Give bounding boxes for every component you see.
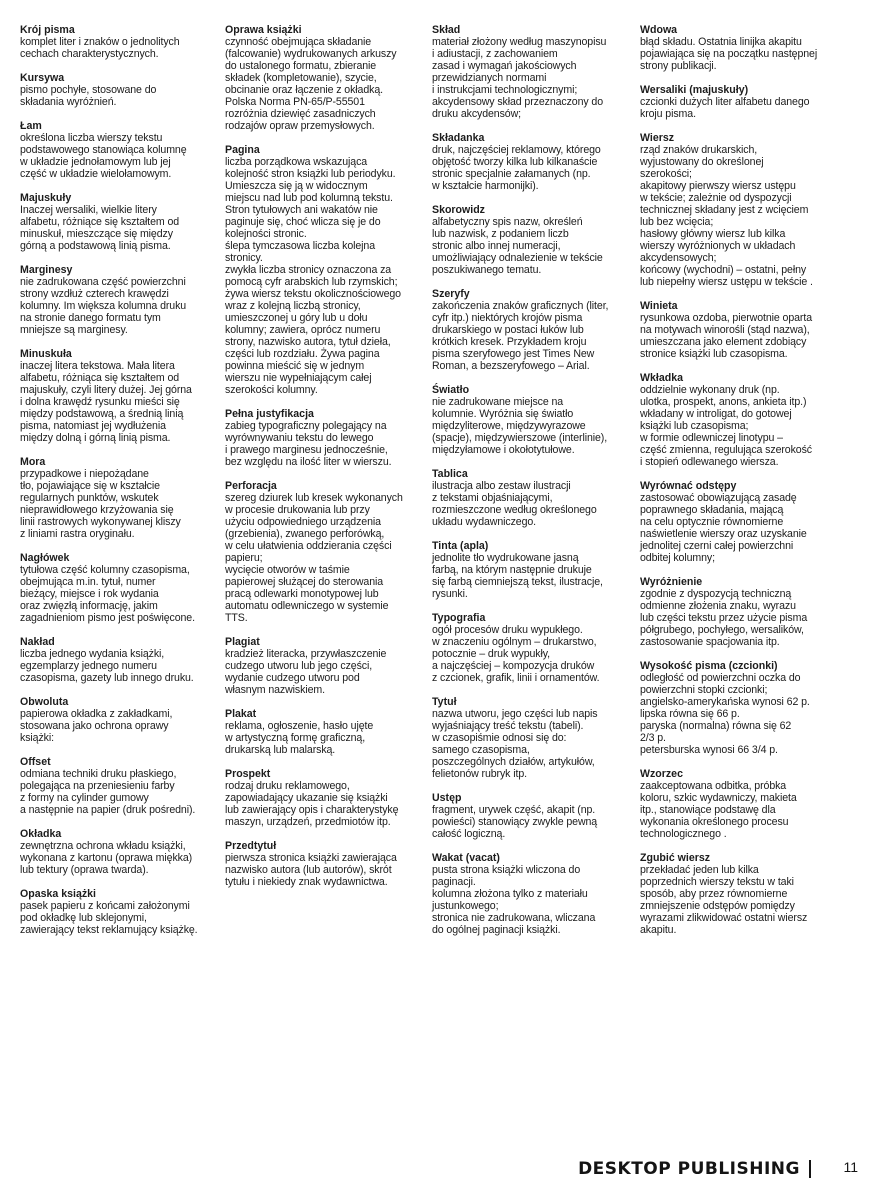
glossary-term: Składanka <box>432 132 485 144</box>
glossary-term: Plakat <box>225 708 257 720</box>
glossary-entry <box>225 840 425 888</box>
glossary-entry <box>20 552 220 624</box>
glossary-entry <box>432 384 632 456</box>
glossary-term: Skład <box>432 24 461 36</box>
glossary-definition: alfabetyczny spis nazw, określeń lub nazwisk, z podaniem liczb stronic albo innej numeracji, umożliwiający odnalezienie w tekście poszukiwanego tematu. <box>432 216 603 276</box>
glossary-entry <box>640 84 840 120</box>
glossary-entry <box>225 768 425 828</box>
glossary-definition: inaczej litera tekstowa. Mała litera alfabetu, różniąca się kształtem od majuskuły, czyli litery dużej. Jej górna i dolna krawędź rysunku mieści się między podstawową, a średnią linią pisma, natomiast jej wydłużenia między dolną i górną linią pisma. <box>20 360 192 444</box>
glossary-definition: nie zadrukowane miejsce na kolumnie. Wyróżnia się światło międzyliterowe, międzywyrazowe (spacje), międzywierszowe (interlinie), międzyłamowe i okołotytułowe. <box>432 396 608 456</box>
page-number: 11 <box>843 1159 858 1175</box>
glossary-entry <box>640 372 840 468</box>
glossary-term: Łam <box>20 120 42 132</box>
glossary-definition: tytułowa część kolumny czasopisma, obejmująca m.in. tytuł, numer bieżący, miejsce i rok wydania oraz zwięzłą informację, jakim zagadnieniom pismo jest poświęcone. <box>20 564 195 624</box>
glossary-entry <box>640 480 840 564</box>
publication-brand: DESKTOP PUBLISHING <box>578 1159 800 1179</box>
glossary-entry <box>432 612 632 684</box>
glossary-term: Ustęp <box>432 792 462 804</box>
glossary-definition: zgodnie z dyspozycją techniczną odmienne złożenia znaku, wyrazu lub części tekstu przez użycie pisma półgrubego, pochyłego, wersalików, zastosowanie spacjowania itp. <box>640 588 808 648</box>
glossary-entry <box>432 24 632 120</box>
glossary-term: Skorowidz <box>432 204 485 216</box>
glossary-definition: nazwa utworu, jego części lub napis wyjaśniający treść tekstu (tabeli). w czasopiśmie odnosi się do: samego czasopisma, poszczególnych działów, artykułów, felietonów rubryk itp. <box>432 708 598 780</box>
glossary-term: Typografia <box>432 612 486 624</box>
glossary-entry <box>20 756 220 816</box>
glossary-definition: zaakceptowana odbitka, próbka koloru, szkic wydawniczy, makieta itp., stanowiące podstawę dla wykonania określonego procesu technologicznego . <box>640 780 797 840</box>
glossary-definition: rodzaj druku reklamowego, zapowiadający ukazanie się książki lub zawierający opis i charakterystykę maszyn, urządzeń, przedmiotów itp. <box>225 780 399 828</box>
glossary-entry <box>432 288 632 372</box>
glossary-definition: reklama, ogłoszenie, hasło ujęte w artystyczną formę graficzną, drukarską lub malarską. <box>225 720 374 756</box>
glossary-definition: rysunkowa ozdoba, pierwotnie oparta na motywach winorośli (stąd nazwa), umieszczana jako element zdobiący stronice książki lub czasopisma. <box>640 312 812 360</box>
glossary-entry <box>20 828 220 876</box>
glossary-term: Nagłówek <box>20 552 70 564</box>
glossary-term: Prospekt <box>225 768 271 780</box>
glossary-definition: czynność obejmująca składanie (falcowanie) wydrukowanych arkuszy do ustalonego formatu, zbieranie składek (kompletowanie), szycie, obcinanie oraz łączenie z okładką. Polska Norma PN-65/P-55501 rozróżnia dziewięć zasadniczych rodzajów opraw przemysłowych. <box>225 36 397 132</box>
glossary-definition: materiał złożony według maszynopisu i adiustacji, z zachowaniem zasad i wymagań jakościowych przewidzianych normami i instrukcjami technologicznymi; akcydensowy skład przeznaczony do druku akcydensów; <box>432 36 607 120</box>
glossary-term: Zgubić wiersz <box>640 852 711 864</box>
glossary-definition: papierowa okładka z zakładkami, stosowana jako ochrona oprawy książki: <box>20 708 173 744</box>
glossary-term: Tinta (apla) <box>432 540 489 552</box>
glossary-term: Wakat (vacat) <box>432 852 500 864</box>
glossary-definition: określona liczba wierszy tekstu podstawowego stanowiąca kolumnę w układzie jednołamowym lub jej część w układzie wielołamowym. <box>20 132 187 180</box>
glossary-entry <box>20 888 220 936</box>
glossary-term: Perforacja <box>225 480 277 492</box>
glossary-term: Wyróżnienie <box>640 576 703 588</box>
glossary-column-1 <box>20 24 220 948</box>
glossary-definition: komplet liter i znaków o jednolitych cechach charakterystycznych. <box>20 36 180 60</box>
glossary-term: Pagina <box>225 144 260 156</box>
glossary-term: Wdowa <box>640 24 678 36</box>
glossary-definition: jednolite tło wydrukowane jasną farbą, na którym następnie drukuje się farbą ciemniejszą tekst, ilustracje, rysunki. <box>432 552 603 600</box>
glossary-entry <box>20 72 220 108</box>
glossary-definition: zabieg typograficzny polegający na wyrównywaniu tekstu do lewego i prawego marginesu jednocześnie, bez względu na ilość liter w wierszu. <box>225 420 392 468</box>
glossary-term: Minuskuła <box>20 348 72 360</box>
glossary-entry <box>20 192 220 252</box>
glossary-entry <box>640 24 840 72</box>
glossary-definition: pasek papieru z końcami założonymi pod okładkę lub sklejonymi, zawierający tekst reklamujący książkę. <box>20 900 198 936</box>
glossary-term: Kursywa <box>20 72 65 84</box>
glossary-term: Przedtytuł <box>225 840 277 852</box>
glossary-entry <box>640 576 840 648</box>
glossary-term: Offset <box>20 756 51 768</box>
glossary-definition: szereg dziurek lub kresek wykonanych w procesie drukowania lub przy użyciu odpowiedniego urządzenia (grzebienia), zwanego perforówką, w celu ułatwienia oddzierania części papieru; wycięcie otworów w taśmie papierowej służącej do sterowania pracą odlewarki monotypowej lub automatu odlewniczego w systemie TTS. <box>225 492 403 624</box>
glossary-term: Okładka <box>20 828 62 840</box>
glossary-definition: nie zadrukowana część powierzchni strony wzdłuż czterech krawędzi kolumny. Im większa kolumna druku na stronie danego formatu tym mniejsze są marginesy. <box>20 276 187 336</box>
glossary-definition: liczba jednego wydania książki, egzemplarzy jednego numeru czasopisma, gazety lub innego druku. <box>20 648 194 684</box>
glossary-definition: pismo pochyłe, stosowane do składania wyróżnień. <box>20 84 157 108</box>
glossary-term: Wzorzec <box>640 768 683 780</box>
glossary-entry <box>20 264 220 336</box>
glossary-definition: pusta strona książki wliczona do paginacji. kolumna złożona tylko z materiału justunkowego; stronica nie zadrukowana, wliczana do ogólnej paginacji książki. <box>432 864 596 936</box>
glossary-term: Winieta <box>640 300 678 312</box>
glossary-definition: druk, najczęściej reklamowy, którego objętość tworzy kilka lub kilkanaście stronic specjalnie załamanych (np. w kształcie harmonijki). <box>432 144 601 192</box>
glossary-term: Majuskuły <box>20 192 72 204</box>
glossary-entry <box>20 348 220 444</box>
glossary-definition: oddzielnie wykonany druk (np. ulotka, prospekt, anons, ankieta itp.) wkładany w introligat, do gotowej książki lub czasopisma; w formie odlewniczej linotypu – część zmienna, regulująca szerokość i stopień odlewanego wiersza. <box>640 384 812 468</box>
glossary-term: Wysokość pisma (czcionki) <box>640 660 778 672</box>
glossary-term: Marginesy <box>20 264 73 276</box>
glossary-column-4 <box>640 24 840 948</box>
glossary-term: Plagiat <box>225 636 260 648</box>
glossary-term: Obwoluta <box>20 696 69 708</box>
glossary-term: Opaska książki <box>20 888 96 900</box>
glossary-term: Nakład <box>20 636 55 648</box>
glossary-definition: czcionki dużych liter alfabetu danego kroju pisma. <box>640 96 810 120</box>
glossary-term: Pełna justyfikacja <box>225 408 314 420</box>
glossary-term: Wyrównać odstępy <box>640 480 737 492</box>
glossary-entry <box>225 480 425 624</box>
glossary-entry <box>225 636 425 696</box>
glossary-definition: pierwsza stronica książki zawierająca nazwisko autora (lub autorów), skrót tytułu i niekiedy znak wydawnictwa. <box>225 852 397 888</box>
glossary-term: Tablica <box>432 468 468 480</box>
glossary-entry <box>640 768 840 840</box>
glossary-entry <box>432 468 632 528</box>
glossary-definition: przekładać jeden lub kilka poprzednich wierszy tekstu w taki sposób, aby przez równomierne zmniejszenie odstępów pomiędzy wyrazami zlikwidować ostatni wiersz akapitu. <box>640 864 808 936</box>
glossary-term: Światło <box>432 384 470 396</box>
glossary-definition: ogół procesów druku wypukłego. w znaczeniu ogólnym – drukarstwo, potocznie – druk wypukły, a najczęściej – kompozycja druków z czcionek, grafik, linii i ornamentów. <box>432 624 600 684</box>
glossary-definition: przypadkowe i niepożądane tło, pojawiające się w kształcie regularnych punktów, wskutek nieprawidłowego krzyżowania się linii rastrowych wykonywanej kliszy z liniami rastra oryginału. <box>20 468 181 540</box>
glossary-entry <box>640 852 840 936</box>
glossary-entry <box>432 852 632 936</box>
glossary-term: Oprawa książki <box>225 24 302 36</box>
glossary-entry <box>20 696 220 744</box>
glossary-entry <box>20 120 220 180</box>
glossary-definition: kradzież literacka, przywłaszczenie cudzego utworu lub jego części, wydanie cudzego utworu pod własnym nazwiskiem. <box>225 648 387 696</box>
glossary-column-2 <box>225 24 425 900</box>
glossary-definition: odmiana techniki druku płaskiego, polegająca na przeniesieniu farby z formy na cylinder gumowy a następnie na papier (druk pośredni). <box>20 768 196 816</box>
glossary-term: Szeryfy <box>432 288 470 300</box>
glossary-columns <box>20 24 865 1134</box>
glossary-entry <box>640 132 840 288</box>
glossary-term: Tytuł <box>432 696 457 708</box>
glossary-column-3 <box>432 24 632 948</box>
glossary-entry <box>20 456 220 540</box>
glossary-entry <box>640 660 840 756</box>
glossary-definition: zastosować obowiązującą zasadę poprawnego składania, mającą na celu optycznie równomierne naświetlenie wierszy oraz uzyskanie jednolitej czerni całej powierzchni odbitej kolumny; <box>640 492 807 564</box>
glossary-term: Mora <box>20 456 46 468</box>
glossary-entry <box>225 24 425 132</box>
glossary-entry <box>225 408 425 468</box>
glossary-entry <box>640 300 840 360</box>
glossary-entry <box>225 708 425 756</box>
glossary-definition: ilustracja albo zestaw ilustracji z tekstami objaśniającymi, rozmieszczone według określonego układu wydawniczego. <box>432 480 597 528</box>
glossary-entry <box>432 540 632 600</box>
glossary-entry <box>20 24 220 60</box>
page-footer <box>0 1157 882 1187</box>
glossary-definition: Inaczej wersaliki, wielkie litery alfabetu, różniące się kształtem od minuskuł, mieszczące się między górną a podstawową linią pisma. <box>20 204 180 252</box>
glossary-entry <box>432 792 632 840</box>
glossary-definition: błąd składu. Ostatnia linijka akapitu pojawiająca się na początku następnej strony publikacji. <box>640 36 818 72</box>
glossary-term: Wiersz <box>640 132 675 144</box>
glossary-term: Wersaliki (majuskuły) <box>640 84 749 96</box>
glossary-definition: liczba porządkowa wskazująca kolejność stron książki lub periodyku. Umieszcza się ją w widocznym miejscu nad lub pod kolumną tekstu. Stron tytułowych ani wakatów nie paginuje się, choć wlicza się je do kolejności stronic. ślepa tymczasowa liczba kolejna stronicy. zwykła liczba stronicy oznaczona za pomocą cyfr arabskich lub rzymskich; żywa wiersz tekstu okolicznościowego wraz z kolejną liczbą stronicy, umieszczonej u góry lub u dołu kolumny; zawiera, oprócz numeru strony, nazwisko autora, tytuł dzieła, części lub rozdziału. Żywa pagina powinna mieścić się w jednym wierszu nie wypełniającym całej szerokości kolumny. <box>225 156 401 396</box>
glossary-entry <box>432 204 632 276</box>
glossary-definition: zakończenia znaków graficznych (liter, cyfr itp.) niektórych krojów pisma drukarskiego w postaci łuków lub krótkich kresek. Przykładem kroju pisma szeryfowego jest Times New Roman, a bezszeryfowego – Arial. <box>432 300 609 372</box>
glossary-definition: rząd znaków drukarskich, wyjustowany do określonej szerokości; akapitowy pierwszy wiersz ustępu w tekście; zależnie od dyspozycji technicznej składany jest z wcięciem lub bez wcięcia; hasłowy główny wiersz lub kilka wierszy wyróżnionych w układach akcydensowych; końcowy (wychodni) – ostatni, pełny lub niepełny wiersz ustępu w tekście . <box>640 144 813 288</box>
glossary-entry <box>20 636 220 684</box>
glossary-term: Krój pisma <box>20 24 75 36</box>
glossary-term: Wkładka <box>640 372 683 384</box>
glossary-definition: odległość od powierzchni oczka do powierzchni stopki czcionki; angielsko-amerykańska wynosi 62 p. lipska równa się 66 p. paryska (normalna) równa się 62 2/3 p. petersburska wynosi 66 3/4 p. <box>640 672 810 756</box>
glossary-entry <box>225 144 425 396</box>
glossary-definition: zewnętrzna ochrona wkładu książki, wykonana z kartonu (oprawa miękka) lub tektury (oprawa twarda). <box>20 840 193 876</box>
glossary-entry <box>432 132 632 192</box>
glossary-entry <box>432 696 632 780</box>
footer-divider <box>809 1160 811 1178</box>
glossary-definition: fragment, urywek część, akapit (np. powieści) stanowiący zwykle pewną całość logiczną. <box>432 804 598 840</box>
